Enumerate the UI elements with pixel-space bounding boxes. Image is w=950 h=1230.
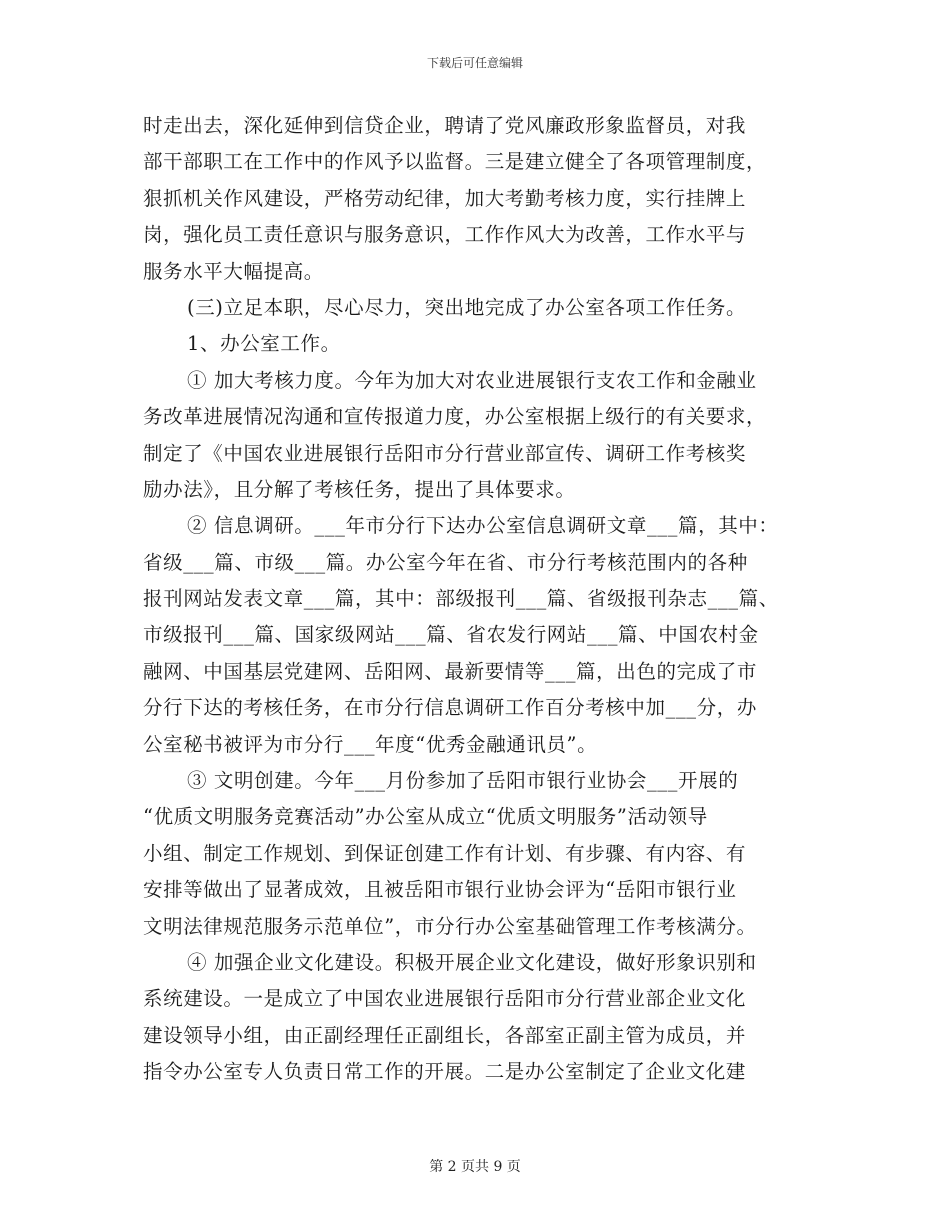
- body-line: 分行下达的考核任务，在市分行信息调研工作百分考核中加___分，办: [143, 696, 757, 720]
- document-body: [143, 108, 809, 1091]
- section-heading: (三)立足本职，尽心尽力，突出地完成了办公室各项工作任务。: [187, 295, 747, 319]
- body-line: ① 加大考核力度。今年为加大对农业进展银行支农工作和金融业: [187, 368, 757, 392]
- body-line: ② 信息调研。___年市分行下达办公室信息调研文章___篇，其中：: [187, 514, 779, 538]
- body-line: 励办法》，且分解了考核任务，提出了具体要求。: [143, 477, 576, 501]
- body-line: 市级报刊___篇、国家级网站___篇、省农发行网站___篇、中国农村金: [143, 623, 759, 647]
- body-line: 小组、制定工作规划、到保证创建工作有计划、有步骤、有内容、有: [143, 841, 747, 865]
- body-line: 文明法律规范服务示范单位”，市分行办公室基础管理工作考核满分。: [143, 914, 757, 938]
- body-line: ③ 文明创建。今年___月份参加了岳阳市银行业协会___开展的: [187, 769, 739, 793]
- body-line: 部干部职工在工作中的作风予以监督。三是建立健全了各项管理制度，: [143, 150, 767, 174]
- body-line: 省级___篇、市级___篇。办公室今年在省、市分行考核范围内的各种: [143, 550, 748, 574]
- body-line: 服务水平大幅提高。: [143, 259, 324, 283]
- body-line: 时走出去，深化延伸到信贷企业，聘请了党风廉政形象监督员，对我: [143, 114, 747, 137]
- body-line: 制定了《中国农业进展银行岳阳市分行营业部宣传、调研工作考核奖: [143, 441, 747, 465]
- body-line: ④ 加强企业文化建设。积极开展企业文化建设，做好形象识别和: [187, 950, 757, 974]
- body-line: 系统建设。一是成立了中国农业进展银行岳阳市分行营业部企业文化: [143, 987, 747, 1011]
- subsection-heading: 1、办公室工作。: [187, 332, 341, 356]
- body-line: 指令办公室专人负责日常工作的开展。二是办公室制定了企业文化建: [143, 1060, 747, 1084]
- body-line: 狠抓机关作风建设，严格劳动纪律，加大考勤考核力度，实行挂牌上: [143, 186, 747, 210]
- body-line: 岗，强化员工责任意识与服务意识，工作作风大为改善，工作水平与: [143, 223, 747, 247]
- body-line: 务改革进展情况沟通和宣传报道力度，办公室根据上级行的有关要求，: [143, 405, 767, 429]
- page-footer: 第 2 页共 9 页: [429, 1159, 521, 1175]
- body-line: 公室秘书被评为市分行___年度“优秀金融通讯员”。: [143, 732, 598, 756]
- body-line: “优质文明服务竞赛活动”办公室从成立“优质文明服务”活动领导: [143, 805, 708, 829]
- body-line: 建设领导小组，由正副经理任正副组长，各部室正副主管为成员，并: [143, 1023, 747, 1047]
- page-header: 下载后可任意编辑: [426, 56, 523, 70]
- body-line: 安排等做出了显著成效，且被岳阳市银行业协会评为“岳阳市银行业: [143, 878, 737, 902]
- body-line: 融网、中国基层党建网、岳阳网、最新要情等___篇，出色的完成了市: [143, 659, 757, 683]
- body-line: 报刊网站发表文章___篇，其中：部级报刊___篇、省级报刊杂志___篇、: [143, 587, 779, 611]
